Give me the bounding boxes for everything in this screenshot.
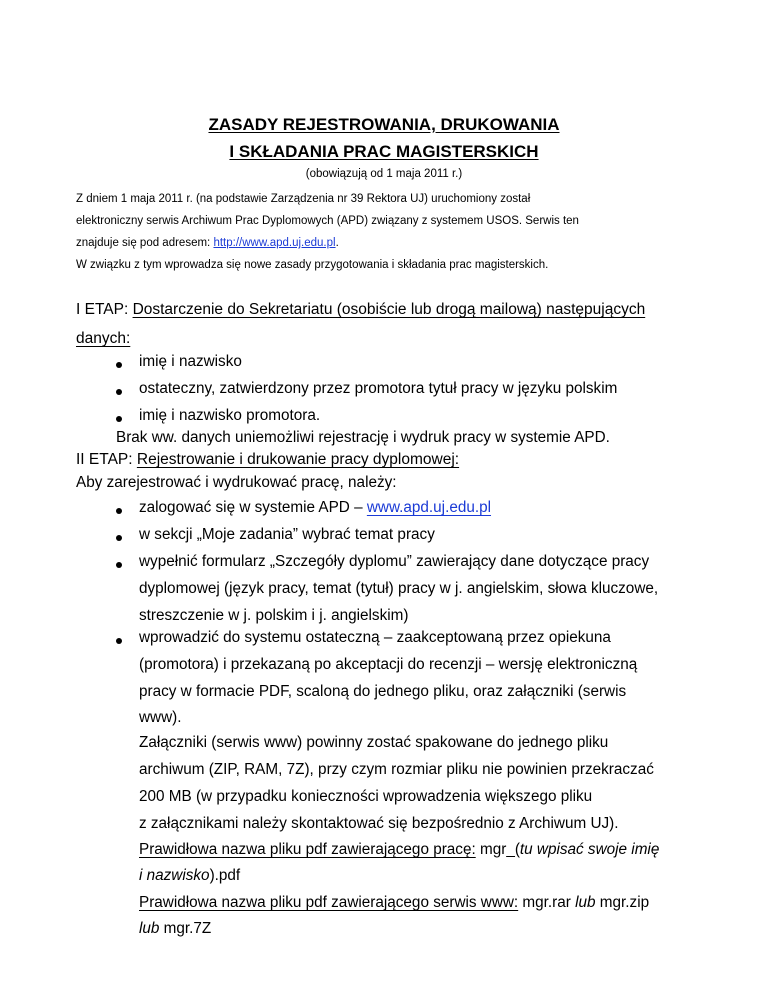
- pdf-name-line-1: [139, 840, 659, 860]
- etap2-item-3-line-1: wypełnić formularz „Szczegóły dyplomu” zawierający dane dotyczące pracy: [139, 553, 650, 570]
- etap2-item-3-line-2: dyplomowej (język pracy, temat (tytuł) pracy w j. angielskim, słowa kluczowe,: [139, 580, 659, 597]
- bullet-icon: [116, 562, 122, 568]
- attach-line-3: 200 MB (w przypadku konieczności wprowadzenia większego pliku: [139, 788, 593, 805]
- bullet-icon: [116, 362, 122, 368]
- www-name-or-1: lub: [575, 894, 596, 911]
- etap2-lead: Aby zarejestrować i wydrukować pracę, należy:: [76, 474, 397, 491]
- etap2-item-1-text: zalogować się w systemie APD –: [139, 499, 367, 516]
- intro-period: .: [335, 237, 339, 249]
- apd-login-link[interactable]: www.apd.uj.edu.pl: [366, 499, 492, 516]
- etap1-heading-cont: [76, 327, 130, 351]
- etap2-label: II ETAP:: [76, 451, 137, 468]
- bullet-icon: [116, 389, 122, 395]
- www-name-label: Prawidłowa nazwa pliku pdf zawierającego serwis www:: [139, 894, 519, 911]
- etap2-item-4-line-2: (promotora) i przekazaną po akceptacji do recenzji – wersję elektroniczną: [139, 656, 638, 673]
- pdf-name-line-2: [139, 866, 240, 886]
- etap2-item-2: w sekcji „Moje zadania” wybrać temat pracy: [139, 526, 435, 543]
- attach-line-2: archiwum (ZIP, RAM, 7Z), przy czym rozmiar pliku nie powinien przekraczać: [139, 761, 654, 778]
- etap2-heading-text: Rejestrowanie i drukowanie pracy dyplomowej:: [136, 451, 460, 468]
- attach-line-4: z załącznikami należy skontaktować się bezpośrednio z Archiwum UJ).: [139, 815, 619, 832]
- etap1-heading-text: Dostarczenie do Sekretariatu (osobiście lub drogą mailową) następujących: [132, 301, 646, 318]
- www-name-7z: mgr.7Z: [159, 920, 212, 937]
- intro-line-2: elektroniczny serwis Archiwum Prac Dyplomowych (APD) związany z systemem USOS. Serwis ten: [76, 215, 579, 227]
- etap1-note: Brak ww. danych uniemożliwi rejestrację i wydruk pracy w systemie APD.: [116, 429, 610, 446]
- etap1-heading-text-2: danych:: [76, 330, 131, 347]
- www-name-or-2: lub: [139, 920, 160, 937]
- pdf-name-italic-2: i nazwisko: [139, 867, 210, 884]
- title-line-1: ZASADY REJESTROWANIA, DRUKOWANIA: [208, 115, 560, 134]
- intro-address-label: znajduje się pod adresem:: [76, 237, 214, 249]
- etap1-heading: [76, 298, 645, 322]
- etap1-item-2: ostateczny, zatwierdzony przez promotora tytuł pracy w języku polskim: [139, 380, 618, 397]
- pdf-name-suffix: ).pdf: [209, 867, 241, 884]
- pdf-name-italic-1: tu wpisać swoje imię: [519, 841, 660, 858]
- bullet-icon: [116, 638, 122, 644]
- etap2-item-4-line-3: pracy w formacie PDF, scaloną do jednego pliku, oraz załączniki (serwis: [139, 683, 627, 700]
- pdf-name-label: Prawidłowa nazwa pliku pdf zawierającego pracę:: [139, 841, 476, 858]
- intro-line-1: Z dniem 1 maja 2011 r. (na podstawie Zarządzenia nr 39 Rektora UJ) uruchomiony został: [76, 193, 531, 205]
- bullet-icon: [116, 508, 122, 514]
- etap2-item-3-line-3: streszczenie w j. polskim i j. angielskim): [139, 607, 409, 624]
- etap2-item-4-line-4: www).: [139, 709, 182, 726]
- etap1-item-1: imię i nazwisko: [139, 353, 242, 370]
- title-line-2: I SKŁADANIA PRAC MAGISTERSKICH: [229, 142, 539, 161]
- www-name-line-2: [139, 919, 211, 939]
- etap1-label: I ETAP:: [76, 301, 133, 318]
- etap2-item-4-line-1: wprowadzić do systemu ostateczną – zaakceptowaną przez opiekuna: [139, 629, 611, 646]
- pdf-name-prefix: mgr_(: [475, 841, 520, 858]
- apd-url-link[interactable]: http://www.apd.uj.edu.pl: [213, 237, 336, 249]
- subtitle: (obowiązują od 1 maja 2011 r.): [305, 168, 463, 180]
- bullet-icon: [116, 535, 122, 541]
- intro-line-3: [76, 236, 706, 251]
- etap1-item-3: imię i nazwisko promotora.: [139, 407, 321, 424]
- etap2-heading: [76, 448, 459, 472]
- www-name-rar: mgr.rar: [518, 894, 576, 911]
- bullet-icon: [116, 416, 122, 422]
- intro-line-4: W związku z tym wprowadza się nowe zasady przygotowania i składania prac magisterskich.: [76, 259, 549, 271]
- www-name-line-1: [139, 893, 649, 913]
- etap2-item-1: [139, 498, 491, 518]
- www-name-zip: mgr.zip: [595, 894, 650, 911]
- attach-line-1: Załączniki (serwis www) powinny zostać spakowane do jednego pliku: [139, 734, 609, 751]
